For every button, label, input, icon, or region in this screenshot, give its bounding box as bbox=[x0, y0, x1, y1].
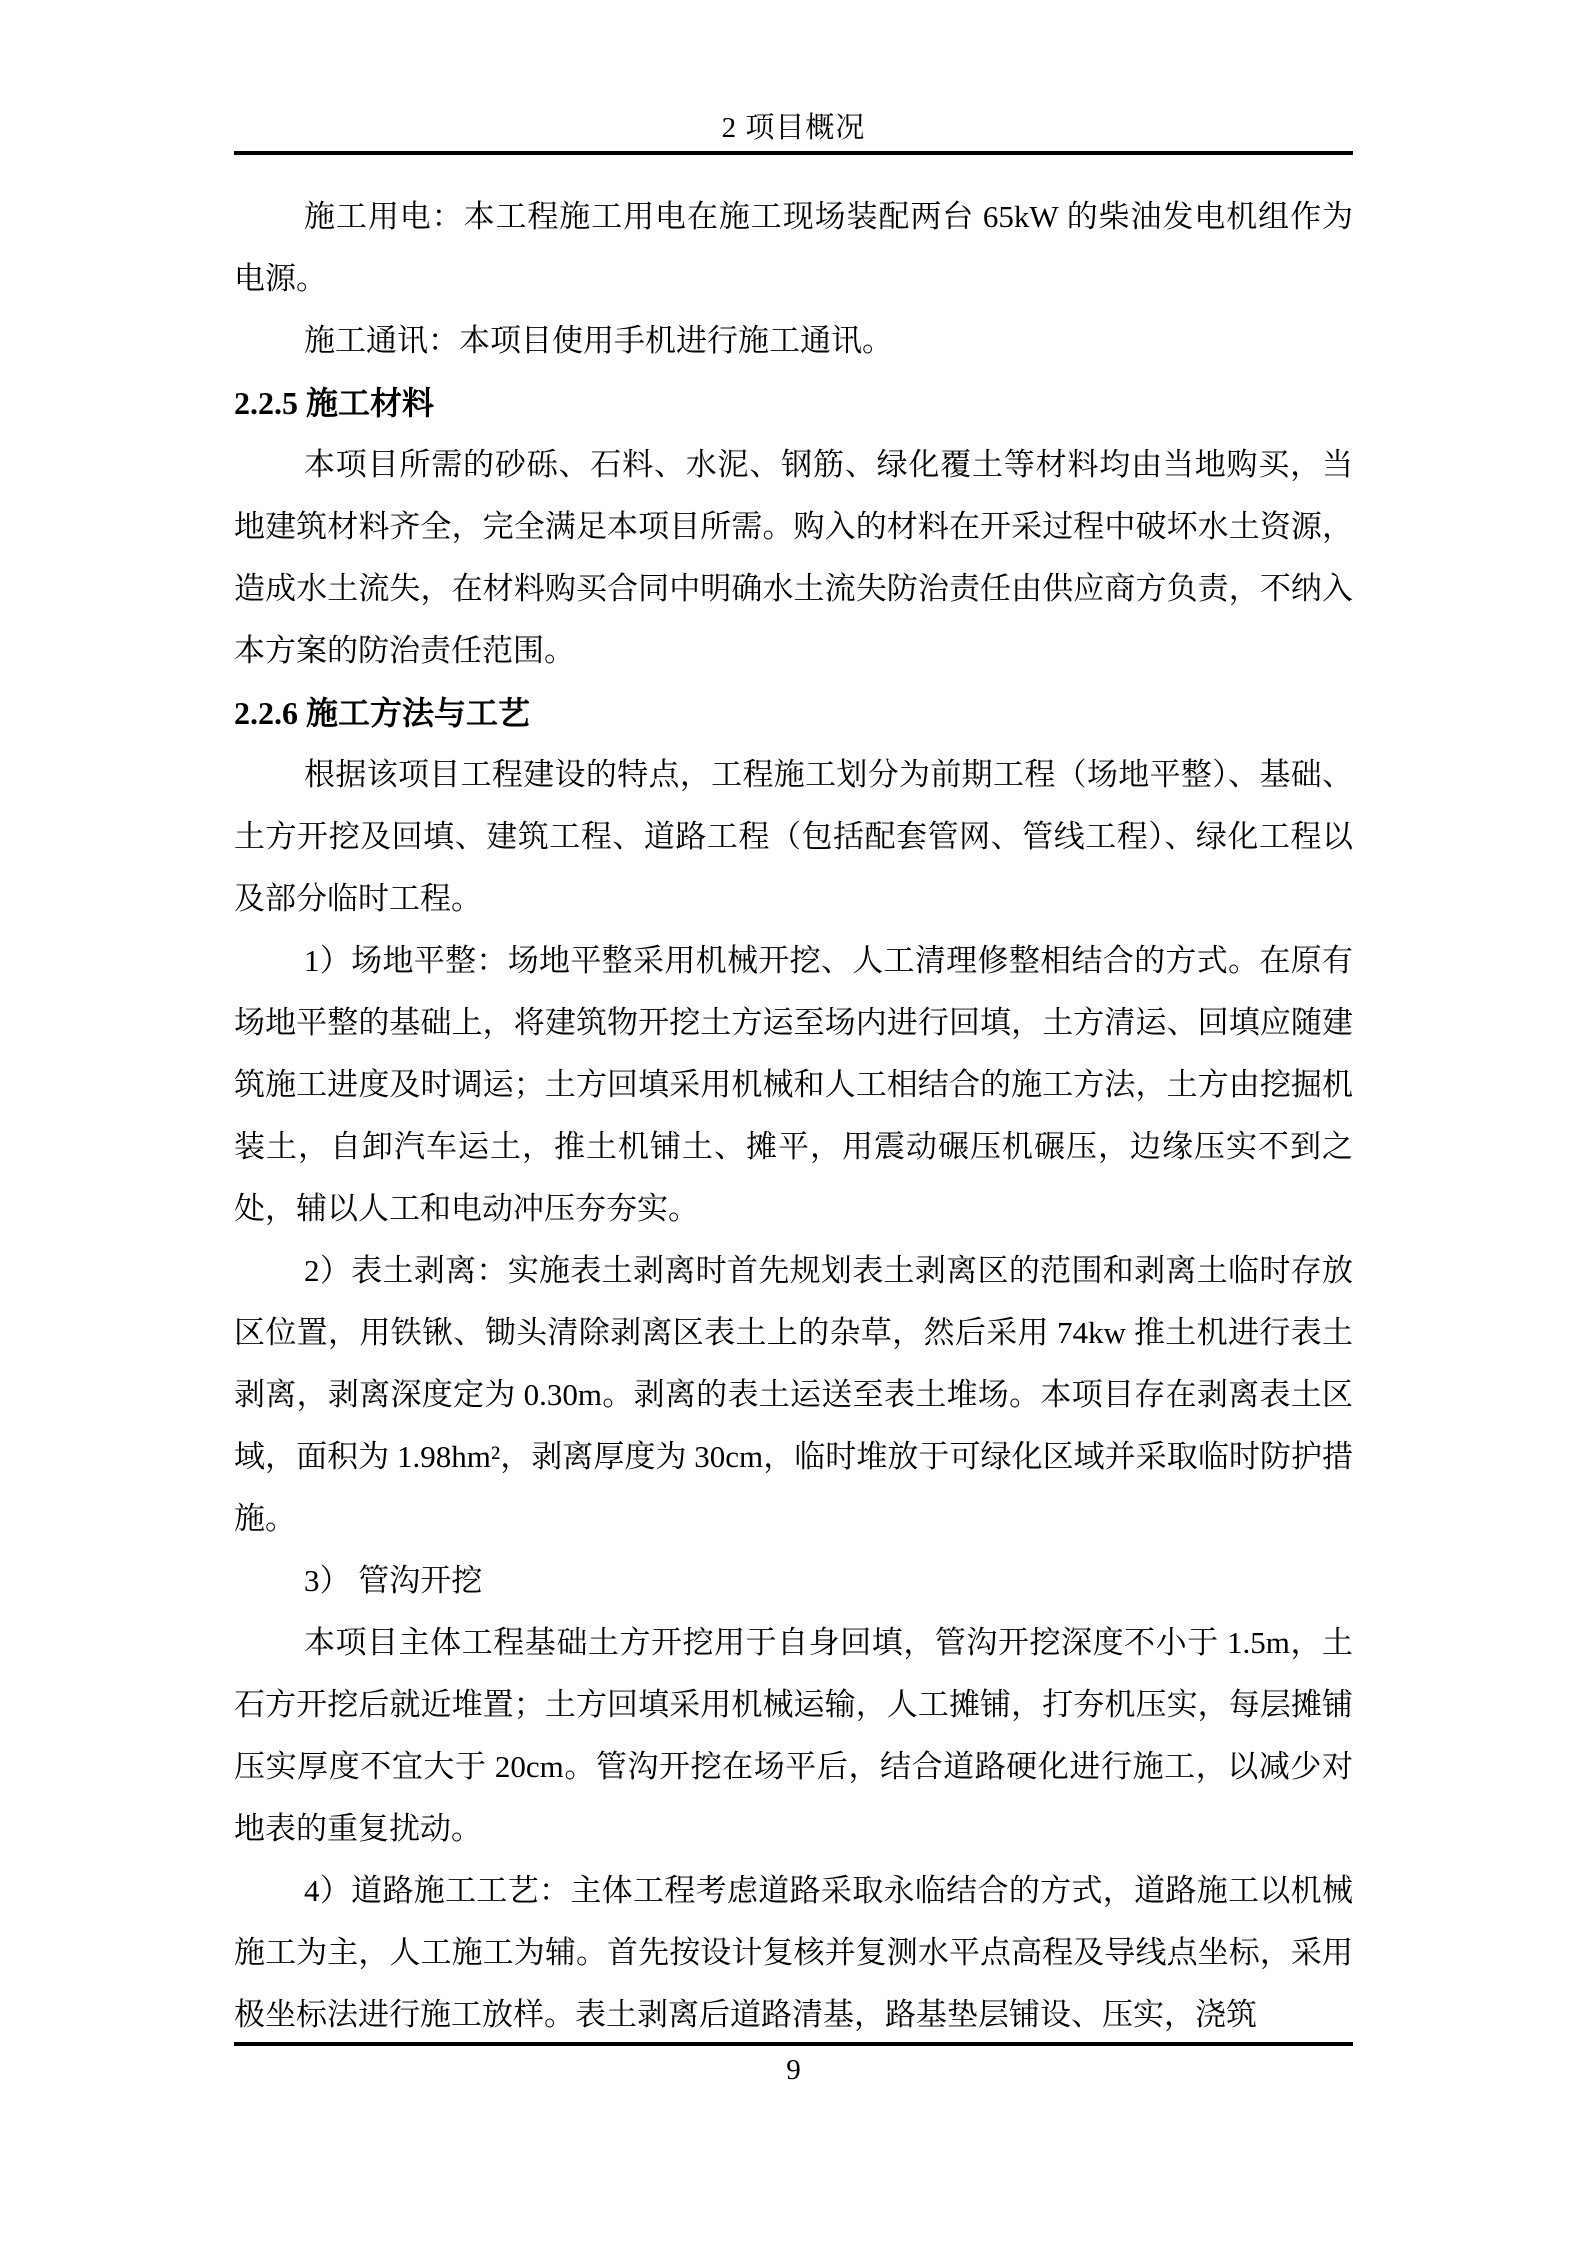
section-heading-2-2-5: 2.2.5 施工材料 bbox=[234, 385, 435, 421]
paragraph-topsoil-stripping: 2）表土剥离：实施表土剥离时首先规划表土剥离区的范围和剥离土临时存放区位置，用铁锹、锄头清除剥离区表土上的杂草，然后采用 74kw 推土机进行表土剥离，剥离深度定为 0.30m。剥离的表土运送至表土堆场。本项目存在剥离表土区域，面积为 1.98hm²，剥离厚度为 30cm，临时堆放于可绿化区域并采取临时防护措施。 bbox=[234, 1253, 1353, 1536]
paragraph-trench-title: 3） 管沟开挖 bbox=[304, 1563, 483, 1598]
page-header-title: 2 项目概况 bbox=[721, 112, 866, 144]
paragraph-road-construction: 4）道路施工工艺：主体工程考虑道路采取永临结合的方式，道路施工以机械施工为主，人工施工为辅。首先按设计复核并复测水平点高程及导线点坐标，采用极坐标法进行施工放样。表土剥离后道路清基，路基垫层铺设、压实，浇筑 bbox=[234, 1873, 1353, 2032]
paragraph-construction-power: 施工用电：本工程施工用电在施工现场装配两台 65kW 的柴油发电机组作为电源。 bbox=[234, 199, 1353, 296]
paragraph-construction-comms: 施工通讯：本项目使用手机进行施工通讯。 bbox=[304, 323, 893, 358]
document-body bbox=[234, 186, 1353, 2046]
paragraph-trench-excavation: 本项目主体工程基础土方开挖用于自身回填，管沟开挖深度不小于 1.5m，土石方开挖后就近堆置；土方回填采用机械运输，人工摊铺，打夯机压实，每层摊铺压实厚度不宜大于 20cm。管沟开挖在场平后，结合道路硬化进行施工，以减少对地表的重复扰动。 bbox=[234, 1625, 1353, 1846]
paragraph-site-leveling: 1）场地平整：场地平整采用机械开挖、人工清理修整相结合的方式。在原有场地平整的基础上，将建筑物开挖土方运至场内进行回填，土方清运、回填应随建筑施工进度及时调运；土方回填采用机械和人工相结合的施工方法，土方由挖掘机装土，自卸汽车运土，推土机铺土、摊平，用震动碾压机碾压，边缘压实不到之处，辅以人工和电动冲压夯夯实。 bbox=[234, 943, 1353, 1226]
footer-rule bbox=[234, 2042, 1353, 2046]
paragraph-method-overview: 根据该项目工程建设的特点，工程施工划分为前期工程（场地平整）、基础、土方开挖及回填、建筑工程、道路工程（包括配套管网、管线工程）、绿化工程以及部分临时工程。 bbox=[234, 757, 1353, 916]
page-number: 9 bbox=[786, 2054, 801, 2086]
paragraph-materials: 本项目所需的砂砾、石料、水泥、钢筋、绿化覆土等材料均由当地购买，当地建筑材料齐全，完全满足本项目所需。购入的材料在开采过程中破坏水土资源，造成水土流失，在材料购买合同中明确水土流失防治责任由供应商方负责，不纳入本方案的防治责任范围。 bbox=[234, 447, 1353, 668]
header-rule bbox=[234, 151, 1353, 155]
section-heading-2-2-6: 2.2.6 施工方法与工艺 bbox=[234, 695, 531, 731]
